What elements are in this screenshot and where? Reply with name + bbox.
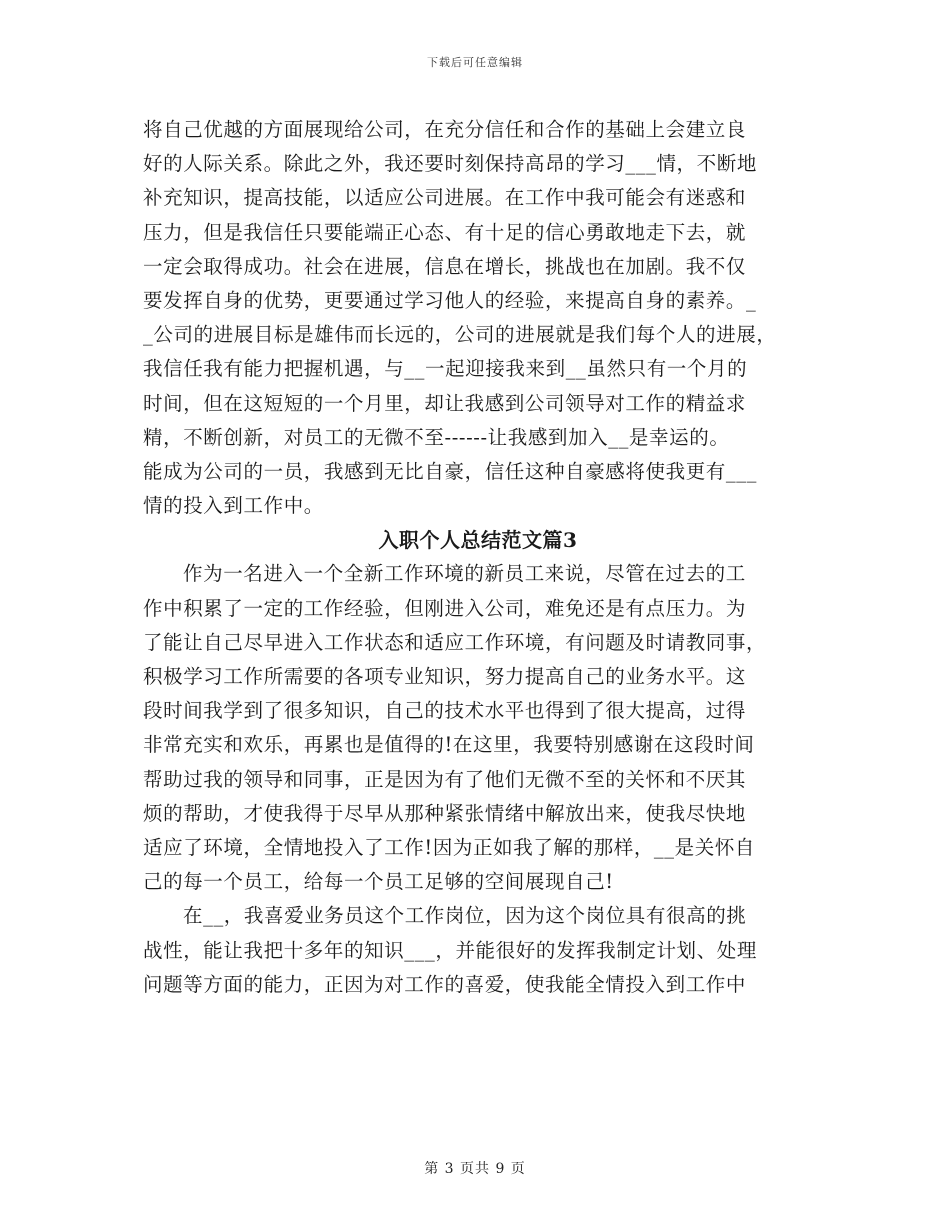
body-line: 情的投入到工作中。	[143, 494, 324, 518]
body-line: 非常充实和欢乐，再累也是值得的!在这里，我要特别感谢在这段时间	[143, 733, 755, 757]
body-line: 作中积累了一定的工作经验，但刚进入公司，难免还是有点压力。为	[143, 596, 747, 620]
page-header: 下载后可任意编辑	[427, 56, 523, 69]
body-line: 问题等方面的能力，正因为对工作的喜爱，使我能全情投入到工作中	[143, 972, 747, 996]
body-line: 战性，能让我把十多年的知识___，并能很好的发挥我制定计划、处理	[143, 938, 757, 962]
document-body	[143, 113, 813, 1002]
body-line: 烦的帮助，才使我得于尽早从那种紧张情绪中解放出来，使我尽快地	[143, 801, 747, 825]
body-line: 我信任我有能力把握机遇，与__一起迎接我来到__虽然只有一个月的	[143, 357, 748, 381]
body-line: 一定会取得成功。社会在进展，信息在增长，挑战也在加剧。我不仅	[143, 254, 747, 278]
body-line: 帮助过我的领导和同事，正是因为有了他们无微不至的关怀和不厌其	[143, 767, 747, 791]
body-line: 积极学习工作所需要的各项专业知识，努力提高自己的业务水平。这	[143, 665, 747, 688]
body-line: 将自己优越的方面展现给公司，在充分信任和合作的基础上会建立良	[143, 118, 747, 141]
body-line: 己的每一个员工，给每一个员工足够的空间展现自己!	[143, 870, 614, 894]
body-line: 好的人际关系。除此之外，我还要时刻保持高昂的学习___情，不断地	[143, 152, 757, 176]
body-line: 压力，但是我信任只要能端正心态、有十足的信心勇敢地走下去，就	[143, 220, 747, 244]
body-line: 补充知识，提高技能，以适应公司进展。在工作中我可能会有迷惑和	[143, 186, 747, 210]
paragraph-first-line: 在__，我喜爱业务员这个工作岗位，因为这个岗位具有很高的挑	[183, 904, 747, 928]
body-line: 了能让自己尽早进入工作状态和适应工作环境，有问题及时请教同事，	[143, 630, 767, 654]
paragraph-first-line: 作为一名进入一个全新工作环境的新员工来说，尽管在过去的工	[183, 562, 746, 586]
body-line: 段时间我学到了很多知识，自己的技术水平也得到了很大提高，过得	[143, 699, 747, 723]
body-line: _公司的进展目标是雄伟而长远的，公司的进展就是我们每个人的进展，	[143, 323, 777, 347]
body-line: 时间，但在这短短的一个月里，却让我感到公司领导对工作的精益求	[143, 391, 747, 415]
body-line: 要发挥自身的优势，更要通过学习他人的经验，来提高自身的素养。_	[143, 288, 757, 312]
body-line: 适应了环境，全情地投入了工作!因为正如我了解的那样，__是关怀自	[143, 835, 756, 859]
body-line: 能成为公司的一员，我感到无比自豪，信任这种自豪感将使我更有___	[143, 459, 757, 483]
page-number: 第 3 页共 9 页	[424, 1161, 526, 1177]
section-heading: 入职个人总结范文篇3	[378, 528, 578, 553]
body-line: 精，不断创新，对员工的无微不至------让我感到加入__是幸运的。	[143, 425, 730, 449]
